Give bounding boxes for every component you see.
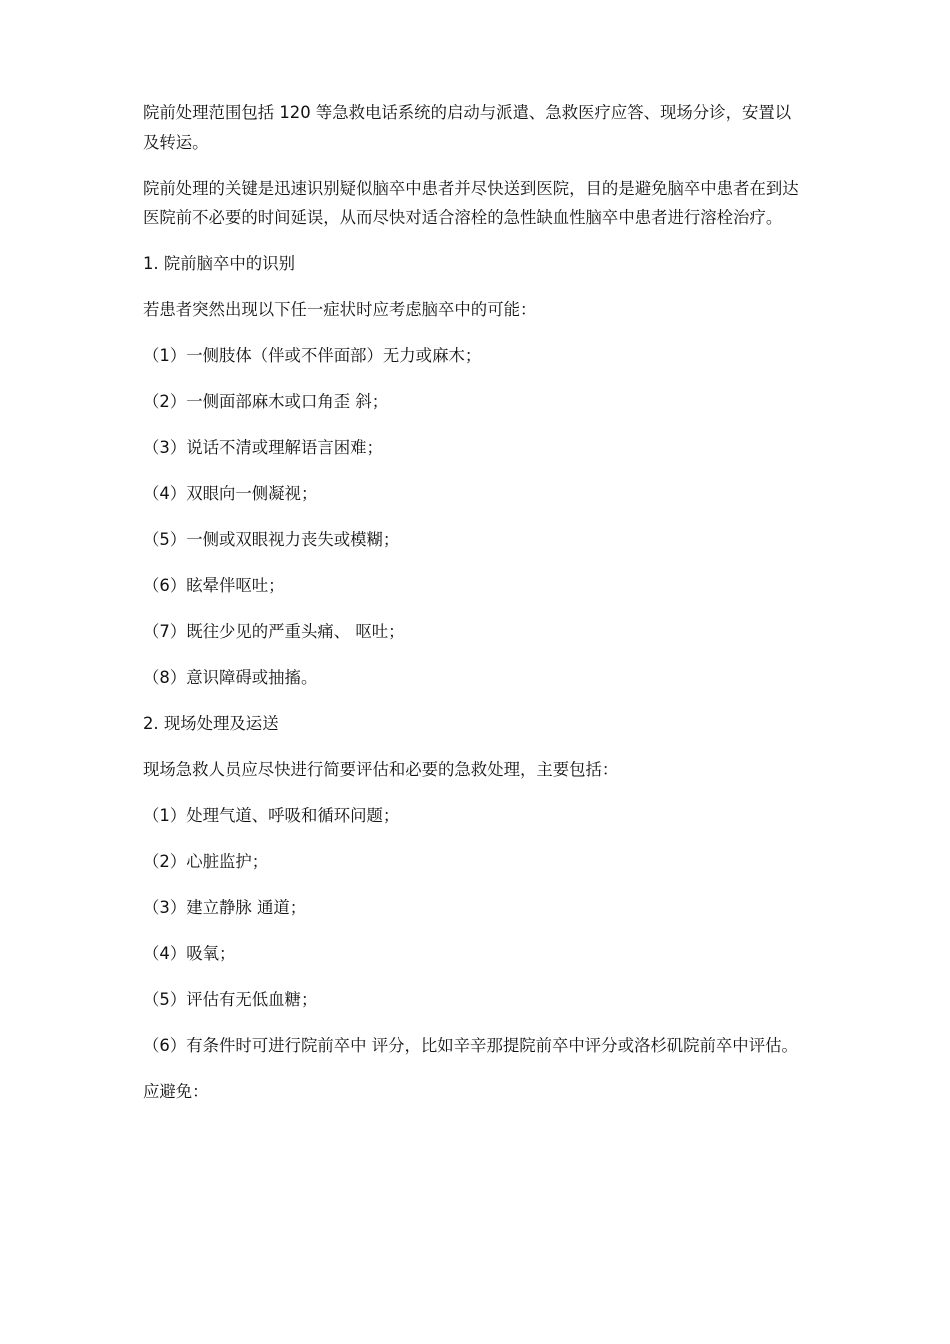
symptom-item-8: （8）意识障碍或抽搐。: [143, 668, 318, 687]
document-body: [143, 98, 807, 1123]
recognition-lead-in: 若患者突然出现以下任一症状时应考虑脑卒中的可能：: [143, 300, 537, 319]
onsite-item-6: （6）有条件时可进行院前卒中 评分，比如辛辛那提院前卒中评分或洛杉矶院前卒中评估。: [143, 1036, 798, 1055]
onsite-item-2: （2）心脏监护；: [143, 852, 269, 871]
onsite-item-3: （3）建立静脉 通道；: [143, 898, 307, 917]
symptom-item-7: （7）既往少见的严重头痛、 呕吐；: [143, 622, 405, 641]
symptom-item-3: （3）说话不清或理解语言困难；: [143, 438, 383, 457]
section-heading-recognition: 1. 院前脑卒中的识别: [143, 254, 295, 273]
intro-paragraph-scope: 院前处理范围包括 120 等急救电话系统的启动与派遣、急救医疗应答、现场分诊，安置以及转运。: [143, 103, 792, 152]
symptom-item-5: （5）一侧或双眼视力丧失或模糊；: [143, 530, 400, 549]
onsite-lead-in: 现场急救人员应尽快进行简要评估和必要的急救处理，主要包括：: [143, 760, 619, 779]
avoid-heading: 应避免：: [143, 1082, 209, 1101]
symptom-item-6: （6）眩晕伴呕吐；: [143, 576, 285, 595]
intro-paragraph-key-point: 院前处理的关键是迅速识别疑似脑卒中患者并尽快送到医院，目的是避免脑卒中患者在到达医院前不必要的时间延误，从而尽快对适合溶栓的急性缺血性脑卒中患者进行溶栓治疗。: [143, 178, 799, 227]
onsite-item-4: （4）吸氧；: [143, 944, 236, 963]
symptom-item-2: （2）一侧面部麻木或口角歪 斜；: [143, 392, 389, 411]
onsite-item-5: （5）评估有无低血糖；: [143, 990, 318, 1009]
onsite-item-1: （1）处理气道、呼吸和循环问题；: [143, 806, 400, 825]
symptom-item-4: （4）双眼向一侧凝视；: [143, 484, 318, 503]
section-heading-onsite-handling: 2. 现场处理及运送: [143, 714, 279, 733]
symptom-item-1: （1）一侧肢体（伴或不伴面部）无力或麻木；: [143, 346, 482, 365]
